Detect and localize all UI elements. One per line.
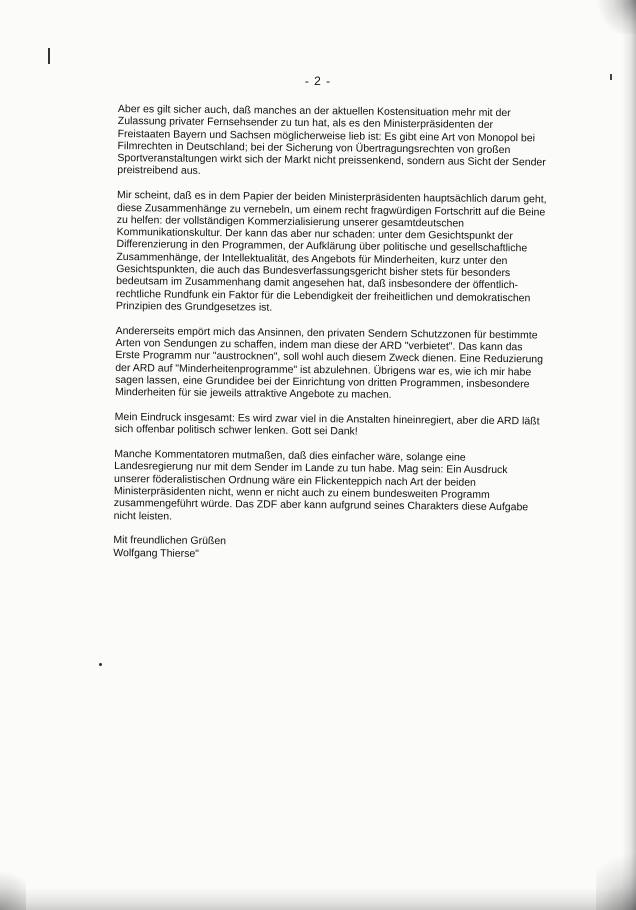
closing-signature: Wolfgang Thierse" (113, 546, 199, 560)
paragraph: Andererseits empört mich das Ansinnen, den privaten Sendern Schutzzonen für bestimmte Arten von Sendungen zu schaffen, indem man diese der ARD "verbietet". Das kann das Erste Programm nur "austrocknen", soll wohl auch diesem Zweck dienen. Eine Reduzierung der ARD auf "Minderheitenprogramme" ist abzulehnen. Übrigens war es, wie ich mir habe sagen lassen, eine Grundidee bei der Einrichtung von dritten Programmen, insbesondere Minderheiten für sie jeweils attraktive Angebote zu machen. (114, 324, 544, 402)
paragraph: Aber es gilt sicher auch, daß manches an der aktuellen Kostensituation mehr mit der Zulassung privater Fernsehsender zu tun hat, als es den Ministerpräsidenten der Freistaaten Bayern und Sachsen möglicherweise lieb ist: Es gibt eine Art von Monopol bei Filmrechten in Deutschland; bei der Sicherung von Übertragungsrechten von großen Sportveranstaltungen wirkt sich der Markt nicht preissenkend, sondern aus Sicht der Sender preistreibend aus. (117, 103, 546, 178)
scan-shadow-bottom (0, 888, 636, 910)
letter-body (113, 103, 548, 563)
speck-mark (99, 663, 102, 666)
closing (113, 534, 543, 563)
paragraph: Mein Eindruck insgesamt: Es wird zwar viel in die Anstalten hineinregiert, aber die ARD läßt sich offenbar politisch schwer lenken. Gott sei Dank! (114, 411, 540, 438)
closing-greeting: Mit freundlichen Grüßen (113, 534, 227, 548)
scan-corner-top-right (596, 0, 636, 34)
page-number: - 2 - (304, 74, 332, 88)
paragraph: Mir scheint, daß es in dem Papier der beiden Ministerpräsidenten hauptsächlich darum geht, diese Zusammenhänge zu vernebeln, um einem recht fragwürdigen Fortschritt auf die Beine zu helfen: der vollständigen Kommerzialisierung unserer gesamtdeutschen Kommunikationskultur. Der kann das aber nur schaden: unter dem Gesichtspunkt der Differenzierung in den Programmen, der Aufklärung über politische und gesellschaftliche Zusammenhänge, der Intellektualität, des Angebots für Minderheiten, kurz unter den Gesichtspunkten, die auch das Bundesverfassungsgericht bisher stets für besonders bedeutsam im Zusammenhang damit angesehen hat, daß insbesondere der öffentlich-rechtliche Rundfunk ein Faktor für die Lebendigkeit der freiheitlichen und demokratischen Prinzipien des Grundgesetzes ist. (115, 189, 547, 314)
punch-mark-left (48, 48, 50, 64)
paragraph: Manche Kommentatoren mutmaßen, daß dies einfacher wäre, solange eine Landesregierung nur mit dem Sender im Lande zu tun habe. Mag sein: Ein Ausdruck unserer föderalistischen Ordnung wäre ein Flickenteppich nach Art der beiden Ministerpräsidenten nicht, wenn er nicht auch zu einem bundesweiten Programm zusammengeführt würde. Das ZDF aber kann aufgrund seines Charakters diese Aufgabe nicht leisten. (113, 448, 529, 523)
scan-shadow-right (622, 0, 636, 910)
